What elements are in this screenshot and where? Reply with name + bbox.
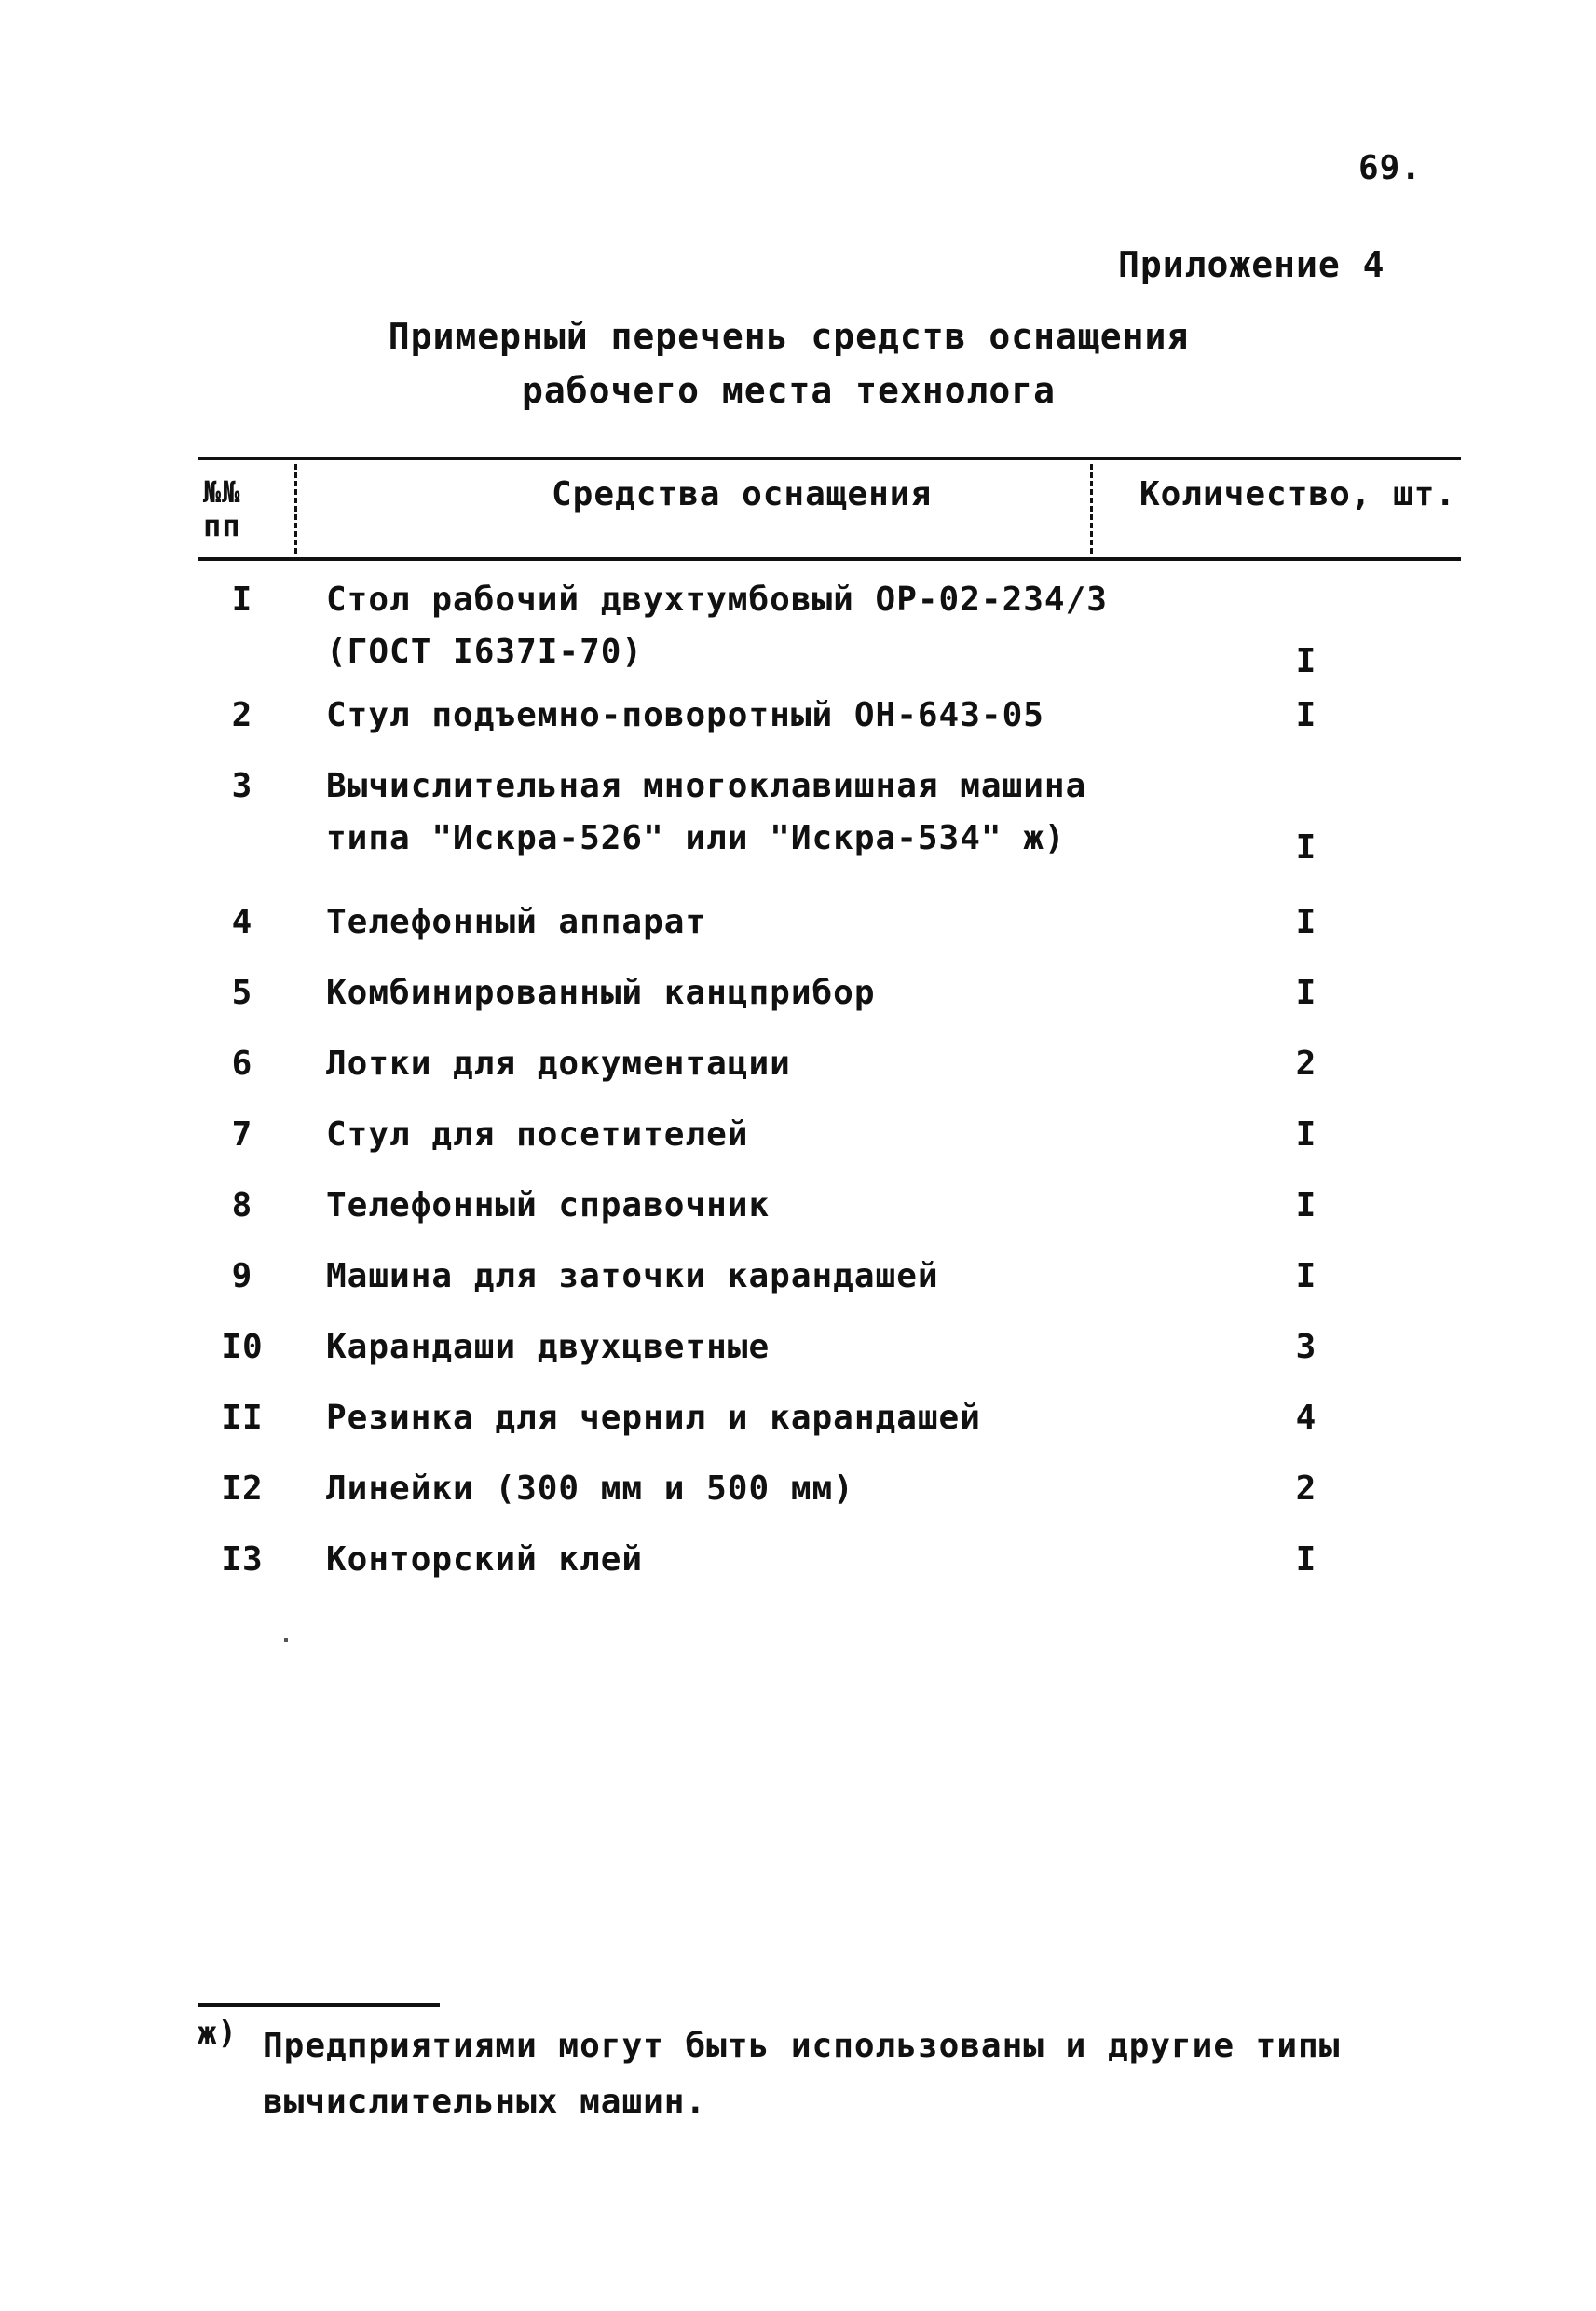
row-number: I0	[221, 1328, 264, 1366]
table-row	[198, 690, 1461, 755]
footnote-text	[198, 2018, 1409, 2130]
footnote-line-1: Предприятиями могут быть использованы и другие типы	[263, 2027, 1341, 2065]
row-quantity: I	[1295, 1186, 1317, 1224]
row-quantity: 2	[1295, 1470, 1317, 1508]
row-name	[326, 690, 1127, 742]
row-number: 5	[231, 974, 253, 1012]
table-row	[198, 967, 1461, 1032]
row-name-line: Телефонный справочник	[326, 1186, 771, 1224]
page-number: 69.	[1358, 149, 1423, 187]
row-number: I	[231, 581, 253, 619]
row-name	[326, 1534, 1127, 1586]
row-name	[326, 896, 1127, 949]
row-quantity: I	[1295, 1257, 1317, 1295]
table-row	[198, 1463, 1461, 1528]
row-number: 9	[231, 1257, 253, 1295]
row-number: I2	[221, 1470, 264, 1508]
row-name-line: Карандаши двухцветные	[326, 1328, 771, 1366]
row-name-line: Комбинированный канцприбор	[326, 974, 876, 1012]
header-means: Средства оснащения	[552, 475, 933, 513]
row-number: 3	[231, 767, 253, 805]
row-name-line: (ГОСТ I637I-70)	[326, 633, 644, 671]
row-name-line: типа "Искра-526" или "Искра-534" ж)	[326, 819, 1066, 857]
row-name	[326, 1180, 1127, 1232]
row-name-line: Лотки для документации	[326, 1045, 791, 1083]
row-number: 8	[231, 1186, 253, 1224]
header-divider	[294, 464, 297, 554]
appendix-label: Приложение 4	[1118, 244, 1385, 285]
row-name	[326, 1038, 1127, 1090]
table-header-rule	[198, 557, 1461, 561]
row-name	[326, 967, 1127, 1019]
title-line-2: рабочего места технолога	[521, 370, 1057, 411]
row-number: I3	[221, 1540, 264, 1579]
row-name	[326, 1392, 1127, 1444]
table-row	[198, 1534, 1461, 1599]
row-name-line: Линейки (300 мм и 500 мм)	[326, 1470, 854, 1508]
row-quantity: 4	[1295, 1399, 1317, 1437]
table-row	[198, 1180, 1461, 1245]
equipment-table	[198, 457, 1461, 1618]
table-row	[198, 1038, 1461, 1103]
footnote	[198, 2015, 1409, 2130]
table-row	[198, 574, 1461, 684]
row-quantity: I	[1295, 642, 1317, 680]
row-quantity: I	[1295, 828, 1317, 867]
header-number: №№ пп	[203, 474, 241, 543]
table-row	[198, 896, 1461, 962]
row-name-line: Вычислительная многоклавишная машина	[326, 767, 1087, 805]
document-title	[0, 309, 1596, 417]
footnote-line-2: вычислительных машин.	[263, 2083, 707, 2121]
table-row	[198, 1392, 1461, 1457]
row-name	[326, 1109, 1127, 1161]
table-row	[198, 1109, 1461, 1174]
row-name-line: Резинка для чернил и карандашей	[326, 1399, 981, 1437]
table-row	[198, 1321, 1461, 1387]
header-quantity: Количество, шт.	[1139, 475, 1457, 513]
row-quantity: I	[1295, 974, 1317, 1012]
stray-mark	[284, 1638, 288, 1642]
table-row	[198, 1251, 1461, 1316]
row-name-line: Стул для посетителей	[326, 1115, 749, 1154]
row-number: 6	[231, 1045, 253, 1083]
row-quantity: I	[1295, 696, 1317, 734]
footnote-mark: ж)	[198, 2015, 238, 2052]
title-line-1: Примерный перечень средств оснащения	[388, 316, 1190, 357]
row-quantity: I	[1295, 903, 1317, 941]
row-name-line: Стол рабочий двухтумбовый ОР-02-234/3	[326, 581, 1108, 619]
row-quantity: I	[1295, 1540, 1317, 1579]
row-quantity: 2	[1295, 1045, 1317, 1083]
row-quantity: 3	[1295, 1328, 1317, 1366]
table-body	[198, 574, 1461, 1618]
row-name-line: Конторский клей	[326, 1540, 644, 1579]
row-quantity: I	[1295, 1115, 1317, 1154]
row-name	[326, 760, 1127, 865]
row-name	[326, 574, 1127, 678]
header-divider	[1090, 464, 1093, 554]
row-name-line: Машина для заточки карандашей	[326, 1257, 939, 1295]
row-name	[326, 1251, 1127, 1303]
row-name	[326, 1321, 1127, 1374]
row-number: II	[221, 1399, 264, 1437]
row-name-line: Телефонный аппарат	[326, 903, 707, 941]
row-name-line: Стул подъемно-поворотный ОН-643-05	[326, 696, 1044, 734]
row-number: 7	[231, 1115, 253, 1154]
table-header	[198, 460, 1461, 557]
row-number: 4	[231, 903, 253, 941]
row-number: 2	[231, 696, 253, 734]
table-row	[198, 760, 1461, 891]
row-name	[326, 1463, 1127, 1515]
